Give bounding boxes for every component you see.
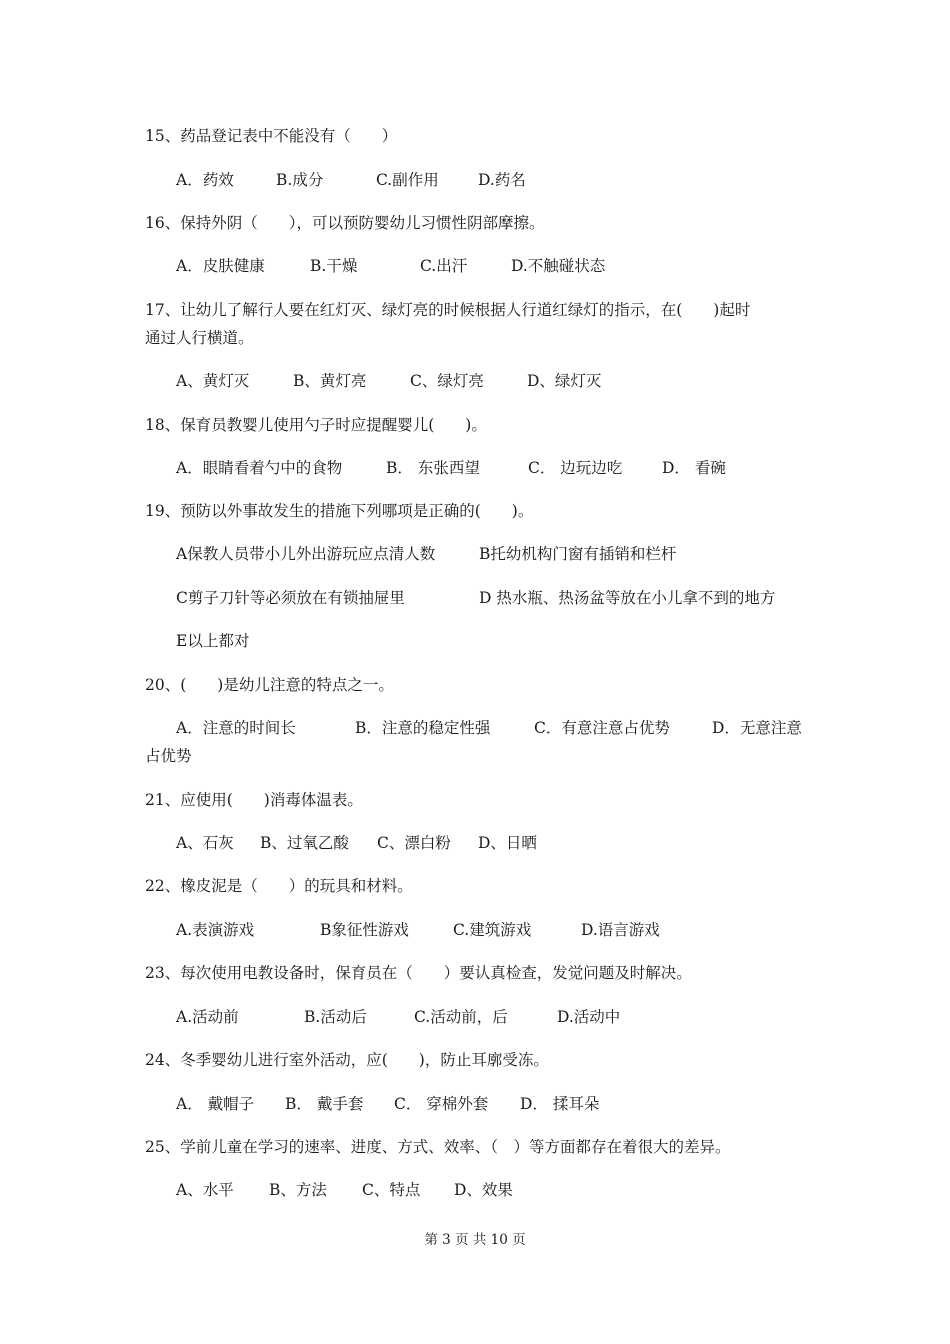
option: D． 看碗 [662, 459, 726, 477]
option: D． 揉耳朵 [520, 1095, 600, 1113]
question-stem: 23、每次使用电教设备时，保育员在（ ）要认真检查，发觉问题及时解决。 [145, 964, 692, 982]
option: C剪子刀针等必须放在有锁抽屉里 [176, 589, 405, 607]
option: D 热水瓶、热汤盆等放在小儿拿不到的地方 [479, 589, 776, 607]
option: B.成分 [276, 171, 324, 189]
option: B.活动后 [304, 1008, 367, 1026]
option: A、黄灯灭 [176, 372, 250, 390]
question-options-continued: 占优势 [145, 747, 192, 765]
question-options [176, 454, 810, 482]
question-stem: 20、( )是幼儿注意的特点之一。 [145, 676, 394, 694]
option: D、绿灯灭 [527, 372, 602, 390]
option: C.副作用 [376, 171, 439, 189]
question-stem: 24、冬季婴幼儿进行室外活动，应( )，防止耳廓受冻。 [145, 1051, 549, 1069]
option: A.表演游戏 [176, 921, 255, 939]
question-stem-continued: 通过人行横道。 [145, 329, 254, 347]
question-stem: 21、应使用( )消毒体温表。 [145, 791, 363, 809]
option: D．无意注意 [712, 719, 802, 737]
option: A．皮肤健康 [176, 257, 265, 275]
question-stem: 25、学前儿童在学习的速率、进度、方式、效率、（ ）等方面都存在着很大的差异。 [145, 1138, 731, 1156]
page-number: 第 3 页 共 10 页 [424, 1232, 526, 1248]
option: D、效果 [454, 1181, 513, 1199]
option: B．注意的稳定性强 [355, 719, 491, 737]
option: C． 边玩边吃 [528, 459, 623, 477]
option: B象征性游戏 [320, 921, 409, 939]
question-options [176, 829, 810, 857]
option: C、漂白粉 [377, 834, 451, 852]
option: C、绿灯亮 [410, 372, 484, 390]
question-options [176, 1090, 810, 1118]
option: D.语言游戏 [581, 921, 660, 939]
question-options [176, 540, 810, 568]
option: A． 戴帽子 [176, 1095, 255, 1113]
question-options [176, 584, 810, 612]
question-stem: 16、保持外阴（ ），可以预防婴幼儿习惯性阴部摩擦。 [145, 214, 545, 232]
option: A保教人员带小儿外出游玩应点清人数 [176, 545, 436, 563]
question-options [176, 1176, 810, 1204]
question-options [176, 627, 810, 655]
option: D、日晒 [478, 834, 537, 852]
question-stem: 22、橡皮泥是（ ）的玩具和材料。 [145, 877, 413, 895]
option: C.建筑游戏 [453, 921, 532, 939]
option: B． 东张西望 [386, 459, 480, 477]
option: C.出汗 [420, 257, 468, 275]
option: C.活动前，后 [414, 1008, 508, 1026]
question-options [176, 166, 810, 194]
option: A．眼睛看着勺中的食物 [176, 459, 343, 477]
question-options [176, 367, 810, 395]
option: C、特点 [362, 1181, 421, 1199]
option: A.活动前 [176, 1008, 239, 1026]
question-options [176, 252, 810, 280]
option: E以上都对 [176, 632, 250, 650]
option: B、过氧乙酸 [260, 834, 349, 852]
option: C．有意注意占优势 [534, 719, 670, 737]
option: A．注意的时间长 [176, 719, 296, 737]
option: D.不触碰状态 [511, 257, 606, 275]
option: A、石灰 [176, 834, 234, 852]
option: B、黄灯亮 [293, 372, 367, 390]
question-options [176, 1003, 810, 1031]
option: A、水平 [176, 1181, 234, 1199]
option: C． 穿棉外套 [394, 1095, 489, 1113]
option: B、方法 [269, 1181, 327, 1199]
question-stem: 15、药品登记表中不能没有（ ） [145, 127, 398, 145]
question-stem: 19、预防以外事故发生的措施下列哪项是正确的( )。 [145, 502, 534, 520]
question-options [176, 916, 810, 944]
question-stem: 18、保育员教婴儿使用勺子时应提醒婴儿( )。 [145, 416, 487, 434]
option: D.药名 [478, 171, 526, 189]
option: A．药效 [176, 171, 234, 189]
option: B托幼机构门窗有插销和栏杆 [479, 545, 677, 563]
question-stem: 17、让幼儿了解行人要在红灯灭、绿灯亮的时候根据人行道红绿灯的指示，在( )起时 [145, 301, 751, 319]
option: B.干燥 [310, 257, 358, 275]
question-options [176, 714, 810, 742]
option: B． 戴手套 [285, 1095, 364, 1113]
option: D.活动中 [557, 1008, 621, 1026]
